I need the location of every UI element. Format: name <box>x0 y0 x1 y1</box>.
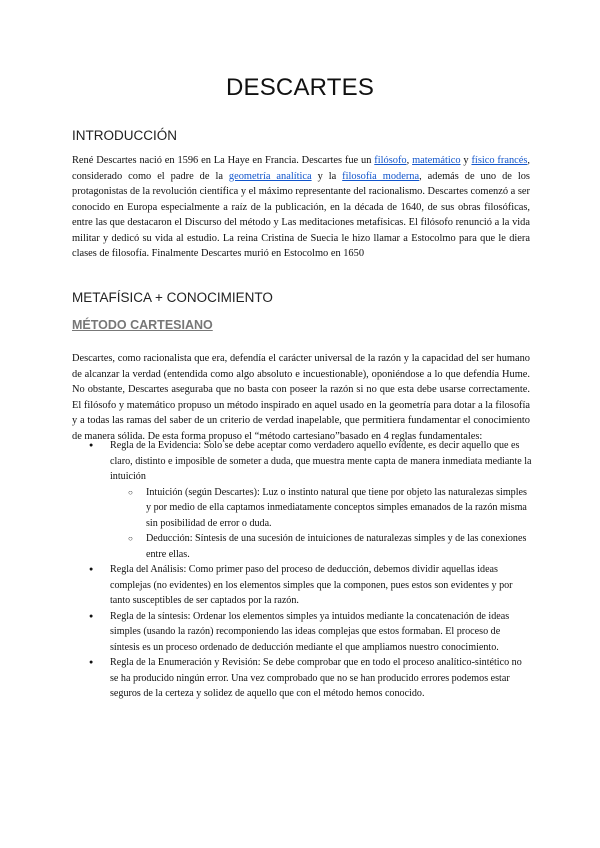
rules-list <box>72 438 532 702</box>
rule-analisis: Regla del Análisis: Como primer paso del proceso de deducción, debemos dividir aquellas ideas complejas (no evidentes) en los elementos simples que la componen, pues estos son evidentes y por tanto susceptibles de ser captados por la razón. <box>110 564 513 606</box>
section-heading-metafisica: METAFÍSICA + CONOCIMIENTO <box>72 290 273 305</box>
intro-text: René Descartes nació en 1596 en La Haye en Francia. Descartes fue un <box>72 155 375 166</box>
list-item <box>72 562 532 609</box>
sub-list <box>110 485 532 563</box>
list-item <box>72 655 532 702</box>
intro-text: y <box>460 155 472 166</box>
list-item <box>72 609 532 656</box>
intro-text: , <box>406 155 413 166</box>
page-title: DESCARTES <box>225 74 375 101</box>
link-matematico[interactable]: matemático <box>412 155 461 166</box>
link-fisico-frances[interactable]: físico francés <box>471 155 528 166</box>
intro-text: y la <box>311 170 343 182</box>
link-filosofo[interactable]: filósofo <box>374 155 407 166</box>
subrule-deduccion: Deducción: Síntesis de una sucesión de intuiciones de naturalezas simples y de las conexiones entre ellas. <box>146 533 527 560</box>
section-heading-introduccion: INTRODUCCIÓN <box>72 128 177 143</box>
rule-enumeracion: Regla de la Enumeración y Revisión: Se debe comprobar que en todo el proceso analítico-sintético no se ha producido ningún error. Una vez comprobado que no se han producido errores podemos estar seguros de la certeza y solidez de aquello que con el método hemos conocido. <box>110 657 522 699</box>
rule-sintesis: Regla de la síntesis: Ordenar los elementos simples ya intuidos mediante la concatenación de ideas simples (usando la razón) recomponiendo las ideas complejas que estos formaban. El proceso de síntesis es un proceso ordenado de deducción mediante el que ampliamos nuestro conocimiento. <box>110 610 510 653</box>
rule-evidencia: Regla de la Evidencia: Solo se debe aceptar como verdadero aquello evidente, es decir aquello que es claro, distinto e imposible de someter a duda, que muestra mente capta de manera inmediata mediante la intuición <box>110 440 532 482</box>
intro-text: , además de uno de los protagonistas de la revolución científica y el máximo representante del racionalismo. Descartes comenzó a ser conocido en Europa especialmente a raíz de la publicación, en la década de 1640, de sus obras filosóficas, entre las que destacaron el Discurso del método y Las meditaciones metafísicas. El filósofo renunció a la vida militar y dedicó su vida al estudio. La reina Cristina de Suecia le hizo llamar a Estocolmo para que le diera clases de filosofía. Finalmente Descartes murió en Estocolmo en 1650 <box>72 170 530 259</box>
subheading-metodo-cartesiano: MÉTODO CARTESIANO <box>72 318 213 332</box>
list-item <box>110 531 532 562</box>
list-item <box>110 485 532 532</box>
method-paragraph: Descartes, como racionalista que era, defendía el carácter universal de la razón y la capacidad del ser humano de alcanzar la verdad (entendida como algo absoluto e incuestionable), oponiéndose a lo que defendía Hume. No obstante, Descartes aseguraba que no basta con poseer la razón si no que esta debe usarse correctamente. El filósofo y matemático propuso un método inspirado en aquel usado en la geometría para dotar a la filosofía y a todas las ramas del saber de un criterio de verdad inapelable, que permitiera fundamentar el conocimiento de manera sólida. De esta forma propuso el “método cartesiano”basado en 4 reglas fundamentales: <box>72 353 530 442</box>
subrule-intuicion: Intuición (según Descartes): Luz o instinto natural que tiene por objeto las naturalezas simples y por medio de ella captamos inmediatamente conceptos simples emanados de la razón misma sin posibilidad de error o duda. <box>146 486 527 529</box>
intro-paragraph <box>72 153 530 262</box>
list-item <box>72 438 532 562</box>
link-filosofia-moderna[interactable]: filosofía moderna <box>342 170 420 182</box>
link-geometria-analitica[interactable]: geometría analítica <box>228 170 312 182</box>
intro-text: , considerado como el padre de la <box>72 155 531 182</box>
